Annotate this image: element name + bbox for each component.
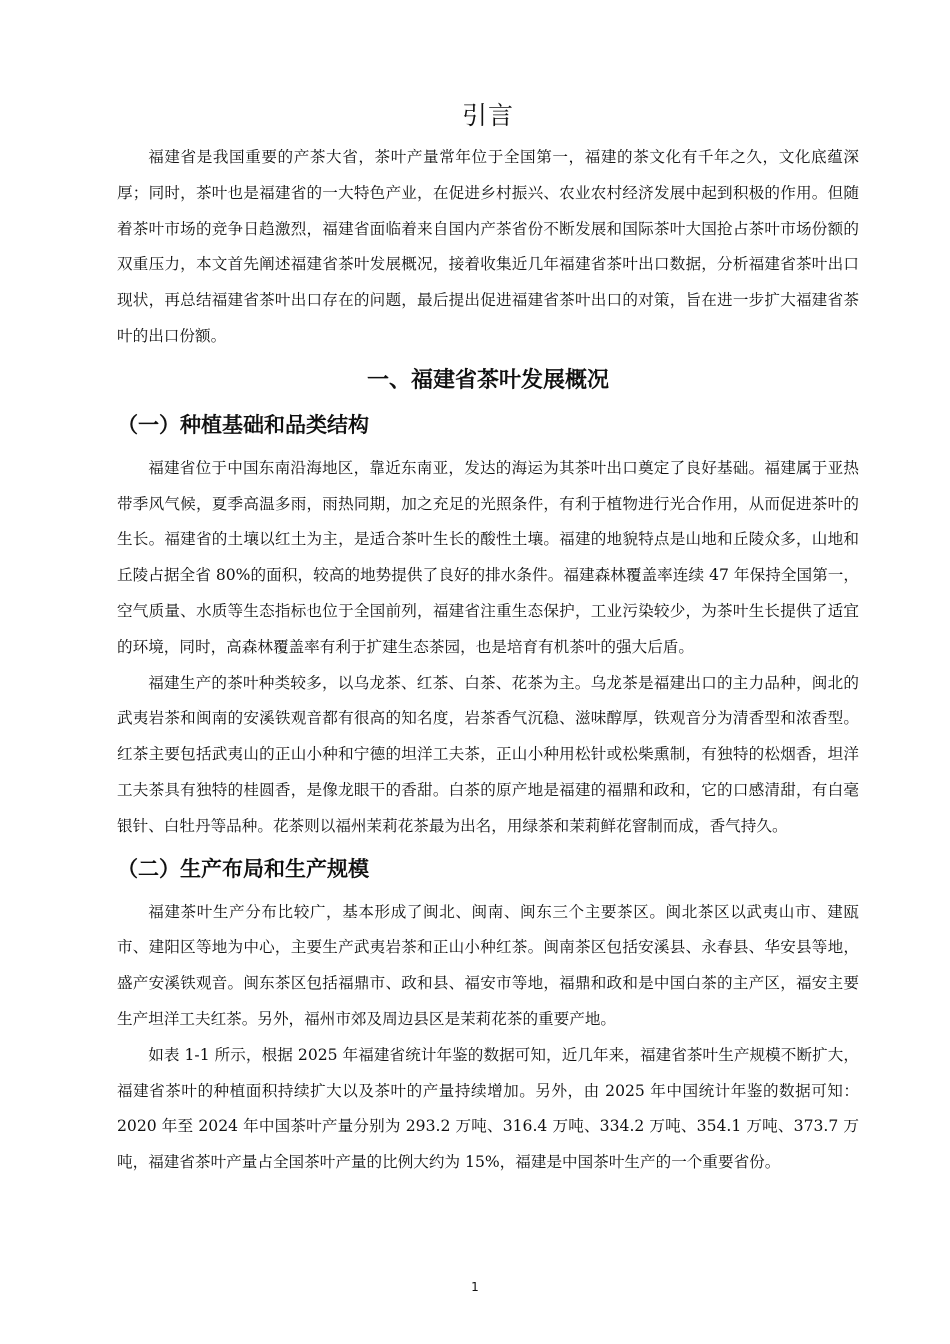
body-paragraph: 如表 1-1 所示，根据 2025 年福建省统计年鉴的数据可知，近几年来，福建省茶叶生产规模不断扩大，福建省茶叶的种植面积持续扩大以及茶叶的产量持续增加。另外，由 2025 年中国统计年鉴的数据可知：2020 年至 2024 年中国茶叶产量分别为 293.2 万吨、316.4 万吨、334.2 万吨、354.1 万吨、373.7 万吨，福建省茶叶产量占全国茶叶产量的比例大约为 15%，福建是中国茶叶生产的一个重要省份。 (117, 1045, 859, 1172)
section-1-title: 一、福建省茶叶发展概况 (366, 367, 609, 393)
document-title: 引言 (461, 101, 514, 130)
body-paragraph: 福建茶叶生产分布比较广，基本形成了闽北、闽南、闽东三个主要茶区。闽北茶区以武夷山市、建瓯市、建阳区等地为中心，主要生产武夷岩茶和正山小种红茶。闽南茶区包括安溪县、永春县、华安县等地，盛产安溪铁观音。闽东茶区包括福鼎市、政和县、福安市等地，福鼎和政和是中国白茶的主产区，福安主要生产坦洋工夫红茶。另外，福州市郊及周边县区是茉莉花茶的重要产地。 (117, 902, 859, 1028)
body-paragraph: 福建省位于中国东南沿海地区，靠近东南亚，发达的海运为其茶叶出口奠定了良好基础。福建属于亚热带季风气候，夏季高温多雨，雨热同期，加之充足的光照条件，有利于植物进行光合作用，从而促进茶叶的生长。福建省的土壤以红土为主，是适合茶叶生长的酸性土壤。福建的地貌特点是山地和丘陵众多，山地和丘陵占据全省 80%的面积，较高的地势提供了良好的排水条件。福建森林覆盖率连续 47 年保持全国第一，空气质量、水质等生态指标也位于全国前列，福建省注重生态保护，工业污染较少，为茶叶生长提供了适宜的环境，同时，高森林覆盖率有利于扩建生态茶园，也是培育有机茶叶的强大后盾。 (117, 458, 859, 656)
body-paragraph: 福建生产的茶叶种类较多，以乌龙茶、红茶、白茶、花茶为主。乌龙茶是福建出口的主力品种，闽北的武夷岩茶和闽南的安溪铁观音都有很高的知名度，岩茶香气沉稳、滋味醇厚，铁观音分为清香型和浓香型。红茶主要包括武夷山的正山小种和宁德的坦洋工夫茶，正山小种用松针或松柴熏制，有独特的松烟香，坦洋工夫茶具有独特的桂圆香，是像龙眼干的香甜。白茶的原产地是福建的福鼎和政和，它的口感清甜，有白毫银针、白牡丹等品种。花茶则以福州茉莉花茶最为出名，用绿茶和茉莉鲜花窨制而成，香气持久。 (117, 673, 859, 835)
page-number: 1 (471, 1280, 479, 1294)
subsection-2-title: （二）生产布局和生产规模 (117, 856, 369, 881)
subsection-1-title: （一）种植基础和品类结构 (117, 412, 369, 437)
intro-paragraph: 福建省是我国重要的产茶大省，茶叶产量常年位于全国第一，福建的茶文化有千年之久，文化底蕴深厚；同时，茶叶也是福建省的一大特色产业，在促进乡村振兴、农业农村经济发展中起到积极的作用。但随着茶叶市场的竞争日趋激烈，福建省面临着来自国内产茶省份不断发展和国际茶叶大国抢占茶叶市场份额的双重压力，本文首先阐述福建省茶叶发展概况，接着收集近几年福建省茶叶出口数据，分析福建省茶叶出口现状，再总结福建省茶叶出口存在的问题，最后提出促进福建省茶叶出口的对策，旨在进一步扩大福建省茶叶的出口份额。 (117, 148, 859, 345)
document-page (117, 96, 859, 1181)
